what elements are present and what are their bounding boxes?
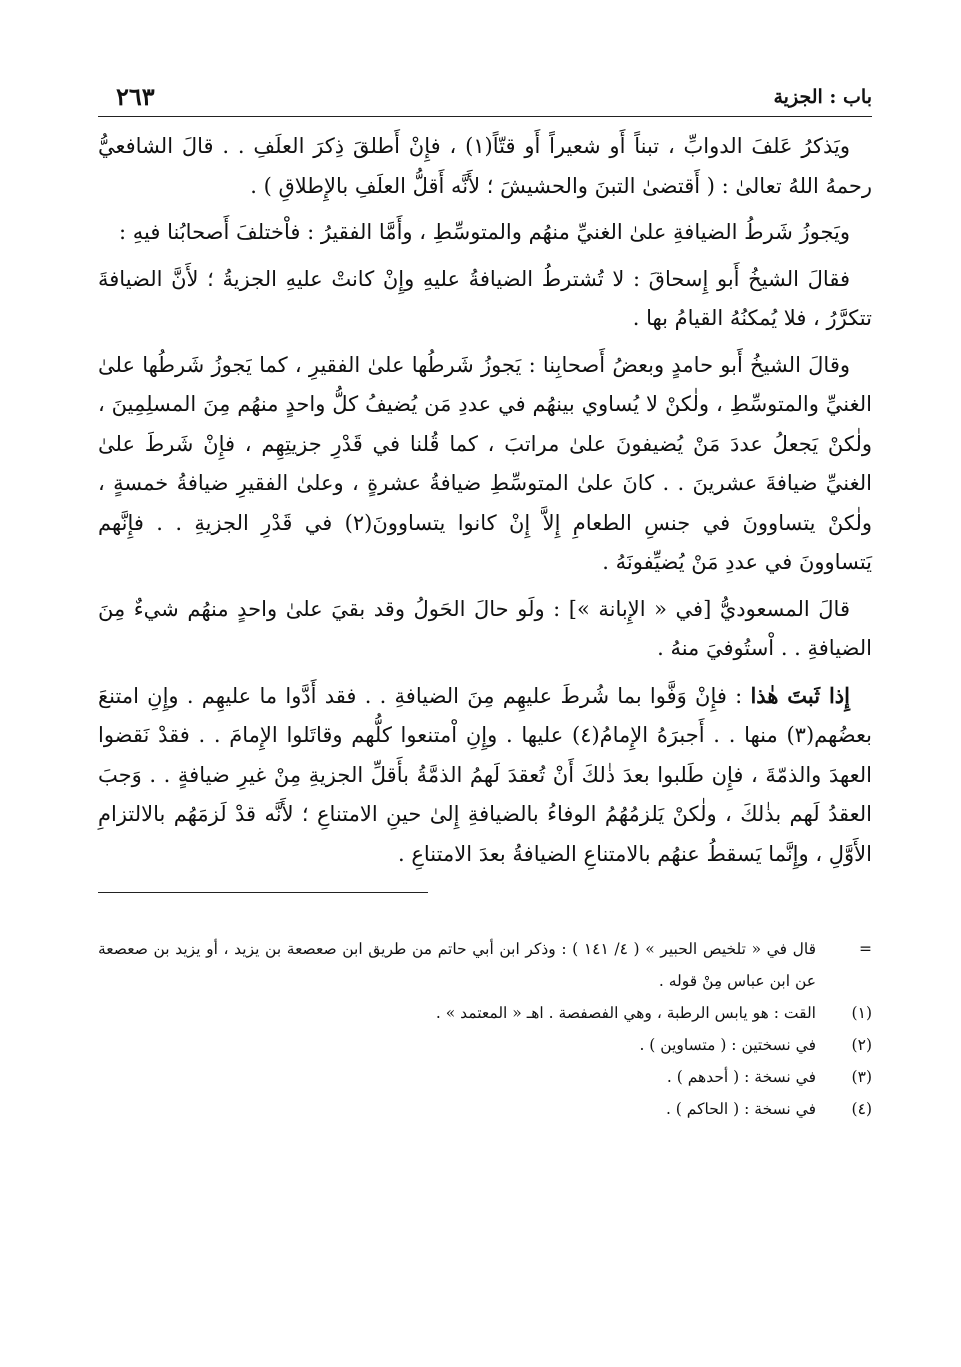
footnote-item [98, 997, 872, 1029]
paragraph-text: قالَ المسعوديُّ [في « الإِبانة »] : ولَو حالَ الحَولُ وقد بقيَ علىٰ واحدٍ منهُم شيءٌ مِنَ الضيافةِ . . اْستُوفيَ منهُ . [98, 596, 872, 660]
paragraph [98, 260, 872, 339]
footnote-item [98, 1061, 872, 1093]
footnote-continuation [98, 933, 872, 997]
paragraph [98, 127, 872, 206]
main-text [98, 127, 872, 874]
footnote-item [98, 1029, 872, 1061]
page-number: ٢٦٣ [116, 82, 155, 111]
footnote-text: في نسخة : ( أحدهم ) . [666, 1068, 816, 1086]
running-header [98, 80, 872, 117]
footnotes [98, 933, 872, 1125]
paragraph [98, 676, 872, 875]
paragraph [98, 346, 872, 583]
footnote-number: (٣) [851, 1068, 872, 1086]
footnote-text: القت : هو يابس الرطبة ، وهي الفصفصة . اهـ « المعتمد » . [435, 1004, 816, 1022]
paragraph-text: وقالَ الشيخُ أَبو حامدٍ وبعضُ أَصحابِنا : يَجوزُ شَرطُها علىٰ الفقيرِ ، كما يَجوزُ شَرطُها علىٰ الغنيِّ والمتوسِّطِ ، ولٰكنْ لا يُساوي بينهُم في عددِ مَن يُضيفُ كلُّ واحدٍ منهُم مِنَ المسلِمِينَ ، ولٰكنْ يَجعلُ عددَ مَنْ يُضيفونَ علىٰ مراتبَ ، كما قُلنا في قَدْرِ جزيتِهِم ، فإِنْ شَرطَ علىٰ الغنيِّ ضيافةَ عشرينَ . . كانَ علىٰ المتوسِّطِ ضيافةُ عشرةٍ ، وعلىٰ الفقيرِ ضيافةُ خمسةٍ ، ولٰكنْ يتساوونَ في جنسِ الطعامِ إِلاَّ إِنْ كانوا يتساوونَ(٢) في قَدْرِ الجزيةِ . . فإِنَّهم يَتساوونَ في عددِ مَنْ يُضيِّفونَهُ . [98, 352, 872, 574]
footnote-text: في نسخة : ( الحاكم ) . [665, 1100, 816, 1118]
paragraph [98, 590, 872, 669]
footnote-number: (٤) [851, 1100, 872, 1118]
footnote-text: قال في « تلخيص الحبير » ( ٤/ ١٤١ ) : وذكر ابن أبي حاتم من طريق ابن صعصعة بن يزيد ، أو يزيد بن صعصعة عن ابن عباس مِنْ قوله . [98, 940, 816, 990]
footnote-item [98, 1093, 872, 1125]
paragraph-text: : فإِنْ وَفَّوا بما شُرطَ عليهِم مِنَ الضيافةِ . . فقد أَدَّوا ما عليهِم . وإِنِ امتنعَ بعضُهم(٣) منها . . أَجبرَهُ الإِمامُ(٤) عليها . وإِنِ اْمتنعوا كلُّهم وقاتَلوا الإِمامَ . . فقدْ نَقضوا العهدَ والذمّةَ ، فإِن طَلبوا بعدَ ذٰلكَ أَنْ تُعقدَ لَهمُ الذمَّةُ بأَقلِّ الجزيةِ مِنْ غيرِ ضيافةٍ . . وَجبَ العقدُ لَهم بذٰلكَ ، ولٰكنْ يَلزمُهُمُ الوفاءُ بالضيافةِ إِلىٰ حينِ الامتناعِ ؛ لأَنَّه قدْ لَزمَهُم بالالتزامِ الأَوَّلِ ، وإِنَّما يَسقطُ عنهُم بالامتناعِ الضيافةُ بعدَ الامتناعِ . [98, 683, 872, 866]
paragraph-text: فقالَ الشيخُ أَبو إِسحاقَ : لا تُشترطُ الضيافةُ عليهِ وإِنْ كانتْ عليهِ الجزيةُ ؛ لأَنَّ الضيافةَ تتكرَّرُ ، فلا يُمكنُهُ القيامُ بها . [98, 266, 872, 330]
footnote-text: في نسختين : ( متساوين ) . [639, 1036, 816, 1054]
paragraph [98, 213, 872, 253]
page [98, 80, 872, 1125]
footnote-number: (٢) [851, 1036, 872, 1054]
footnote-divider [98, 892, 428, 893]
paragraph-text: ويَذكرُ عَلفَ الدوابِّ ، تبناً أَو شعيراً أَو قتّاً(١) ، فإِنْ أَطلقَ ذِكرَ العلَفِ . . قالَ الشافعيُّ رحمهُ اللهُ تعالىٰ : ( أَقتضىٰ التبنَ والحشيشَ ؛ لأَنَّه أَقلُّ العلَفِ بالإِطلاقِ ) . [98, 134, 872, 198]
continuation-marker: = [859, 940, 872, 958]
chapter-title: باب : الجزية [773, 86, 872, 108]
footnote-number: (١) [851, 1004, 872, 1022]
paragraph-lead: إِذا ثَبتَ هٰذا [750, 682, 850, 708]
paragraph-text: ويَجوزُ شَرطُ الضيافةِ علىٰ الغنيِّ منهُم والمتوسِّطِ ، وأَمَّا الفقيرُ : فاْختلفَ أَصحابُنا فيهِ : [119, 220, 850, 244]
